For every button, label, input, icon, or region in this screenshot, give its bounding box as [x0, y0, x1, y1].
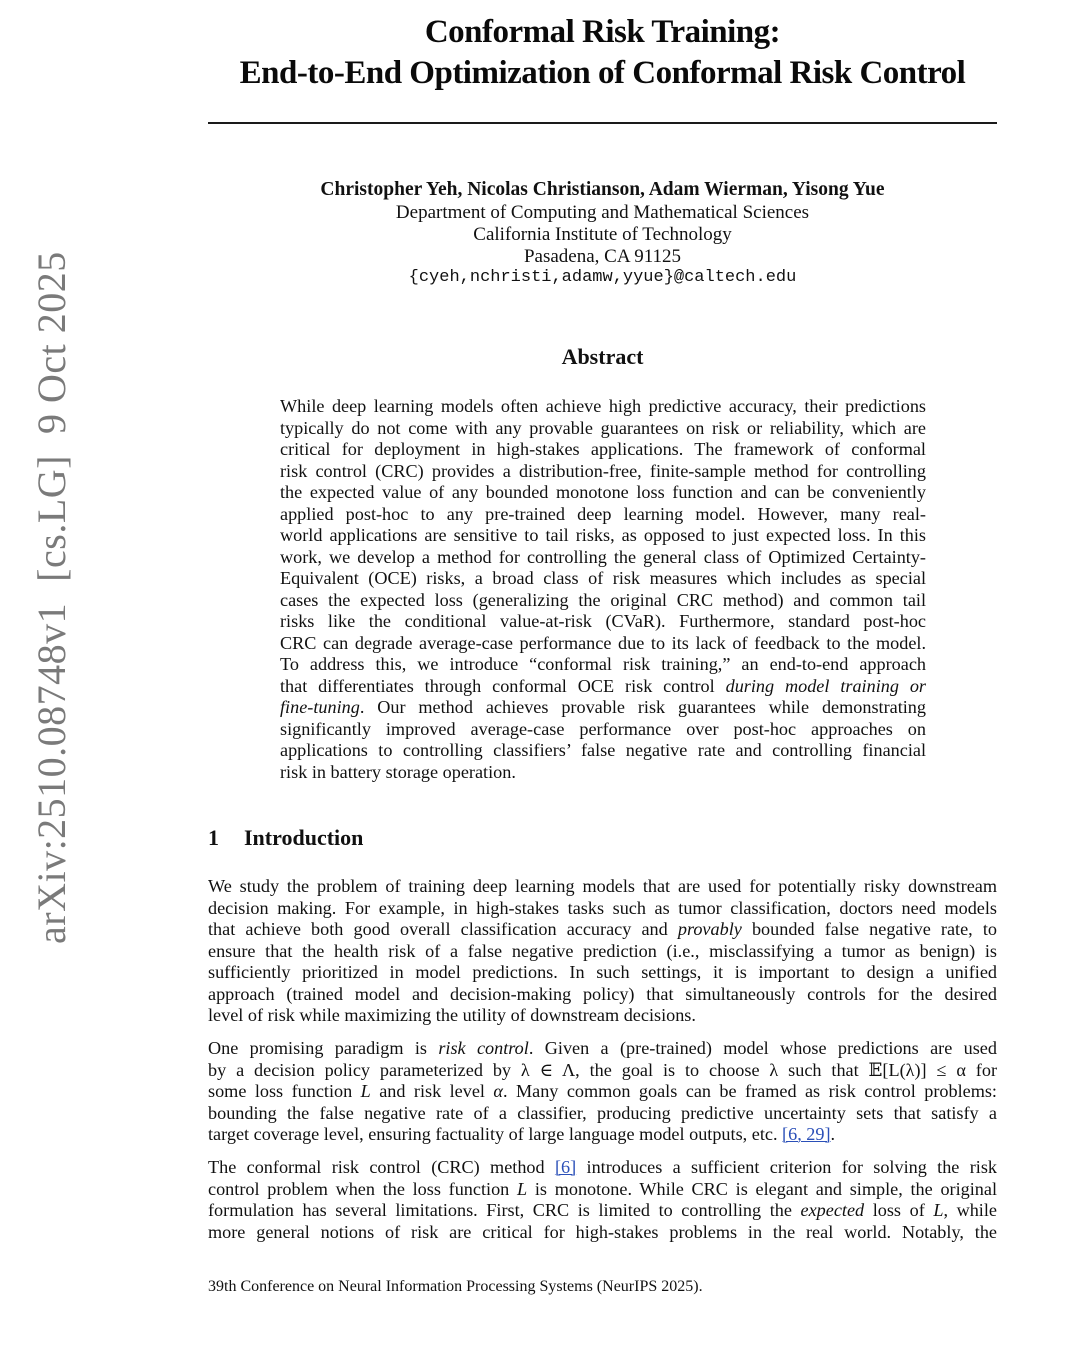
citation-link[interactable]: [6]: [554, 1157, 577, 1177]
body-line: [208, 919, 997, 940]
abstract-line: risk in battery storage operation.: [280, 761, 516, 782]
body-text: . Many common goals can be framed as risk control problems:: [502, 1081, 997, 1101]
body-text: bounded false negative rate, to: [741, 919, 997, 939]
venue-footnote: 39th Conference on Neural Information Processing Systems (NeurIPS 2025).: [208, 1278, 703, 1295]
body-text: control problem when the loss function: [208, 1178, 517, 1199]
section-heading-introduction: [208, 825, 363, 851]
body-text: some loss function: [208, 1081, 361, 1101]
math-symbol: L: [933, 1200, 944, 1220]
body-emphasis: risk control: [438, 1038, 529, 1058]
arxiv-id[interactable]: arXiv:2510.08748v1: [29, 602, 74, 944]
body-line: We study the problem of training deep learning models that are used for potentially risky downstream: [208, 876, 997, 896]
abstract-line: While deep learning models often achieve high predictive accuracy, their predictions: [280, 396, 926, 416]
abstract-line: the expected value of any bounded monotone loss function and can be conveniently: [280, 482, 926, 502]
abstract-line: risks like the conditional value-at-risk (CVaR). Furthermore, standard post-hoc: [280, 611, 926, 631]
body-line: level of risk while maximizing the utility of downstream decisions.: [208, 1005, 696, 1025]
abstract-emphasis: fine-tuning: [280, 697, 360, 717]
abstract-line: CRC can degrade average-case performance due to its lack of feedback to the model.: [280, 632, 926, 653]
abstract-line: [280, 697, 926, 718]
abstract-line: significantly improved average-case performance over post-hoc approaches on: [280, 718, 926, 739]
abstract-line: critical for deployment in high-stakes applications. The framework of conformal: [280, 439, 926, 459]
arxiv-date: 9 Oct 2025: [29, 251, 74, 435]
abstract-line: applications to controlling classifiers’ false negative rate and controlling financial: [280, 740, 926, 760]
body-line: [208, 1081, 997, 1102]
body-line: [208, 1124, 997, 1145]
body-line: bounding the false negative rate of a classifier, producing predictive uncertainty sets that satisfy a: [208, 1102, 997, 1123]
body-text: is monotone. While CRC is elegant and simple, the original: [527, 1178, 998, 1199]
body-text: that achieve both good overall classification accuracy and: [208, 919, 678, 939]
body-line: [208, 1038, 997, 1059]
abstract-text: that differentiates through conformal OCE risk control: [280, 675, 726, 696]
math-symbol: L: [517, 1178, 528, 1199]
author-names: Christopher Yeh, Nicolas Christianson, Adam Wierman, Yisong Yue: [320, 179, 885, 200]
body-text: . Given a (pre-trained) model whose predictions are used: [528, 1038, 997, 1058]
abstract-emphasis: during model training or: [725, 675, 926, 696]
body-line: by a decision policy parameterized by λ ∈ Λ, the goal is to choose λ such that 𝔼[L(λ)] ≤ α for: [208, 1059, 997, 1080]
author-emails[interactable]: {cyeh,nchristi,adamw,yyue}@caltech.edu: [408, 268, 797, 287]
body-line: [208, 1179, 997, 1200]
author-address: Pasadena, CA 91125: [523, 246, 682, 267]
section-title: Introduction: [244, 825, 364, 850]
body-text: loss of: [864, 1200, 934, 1220]
body-emphasis: provably: [677, 919, 742, 939]
arxiv-stamp: [28, 251, 75, 944]
abstract-text: . Our method achieves provable risk guarantees while demonstrating: [359, 697, 926, 717]
body-line: decision making. For example, in high-stakes tasks such as tumor classification, doctors need models: [208, 897, 997, 918]
abstract-line: world applications are sensitive to tail risks, as opposed to just expected loss. In this: [280, 525, 926, 545]
body-line: approach (trained model and decision-making policy) that simultaneously controls for the desired: [208, 983, 997, 1004]
body-text: and risk level: [370, 1081, 494, 1101]
citation-link[interactable]: [6, 29]: [782, 1124, 831, 1144]
body-text: formulation has several limitations. First, CRC is limited to controlling the: [208, 1200, 801, 1220]
author-department: Department of Computing and Mathematical Sciences: [395, 202, 810, 223]
body-line: more general notions of risk are critical for high-stakes problems in the real world. Notably, the: [208, 1221, 997, 1242]
author-institution: California Institute of Technology: [473, 224, 732, 245]
abstract-line: work, we develop a method for controlling the general class of Optimized Certainty-: [280, 546, 926, 567]
body-emphasis: expected: [800, 1200, 865, 1220]
body-text: The conformal risk control (CRC) method: [208, 1157, 555, 1177]
body-text: One promising paradigm is: [208, 1038, 439, 1058]
abstract-line: [280, 676, 926, 697]
abstract-line: applied post-hoc to any pre-trained deep learning model. However, many real-: [280, 503, 926, 524]
abstract-line: To address this, we introduce “conformal risk training,” an end-to-end approach: [280, 654, 926, 674]
body-text: .: [830, 1124, 836, 1144]
section-number: 1: [208, 825, 219, 850]
body-line: ensure that the health risk of a false negative prediction (i.e., misclassifying a tumor as benign) is: [208, 940, 997, 961]
abstract-line: risk control (CRC) provides a distribution-free, finite-sample method for controlling: [280, 460, 926, 481]
abstract-line: Equivalent (OCE) risks, a broad class of risk measures which includes as special: [280, 568, 926, 588]
math-symbol: L: [360, 1081, 371, 1101]
body-text: introduces a sufficient criterion for solving the risk: [576, 1157, 997, 1177]
body-line: [208, 1200, 997, 1221]
paper-title-line-2: End-to-End Optimization of Conformal Risk Control: [239, 55, 966, 91]
body-line: sufficiently prioritized in model predictions. In such settings, it is important to design a unified: [208, 962, 997, 982]
abstract-line: cases the expected loss (generalizing the original CRC method) and common tail: [280, 589, 926, 610]
title-divider: [208, 122, 997, 124]
abstract-line: typically do not come with any provable guarantees on risk or reliability, which are: [280, 417, 926, 438]
body-text: , while: [943, 1200, 997, 1220]
arxiv-category: [cs.LG]: [29, 455, 74, 582]
body-line: [208, 1157, 997, 1178]
paper-title-line-1: Conformal Risk Training:: [424, 14, 781, 50]
math-symbol: α: [493, 1081, 503, 1101]
body-text: target coverage level, ensuring factuality of large language model outputs, etc.: [208, 1124, 783, 1144]
abstract-heading: Abstract: [561, 344, 644, 369]
